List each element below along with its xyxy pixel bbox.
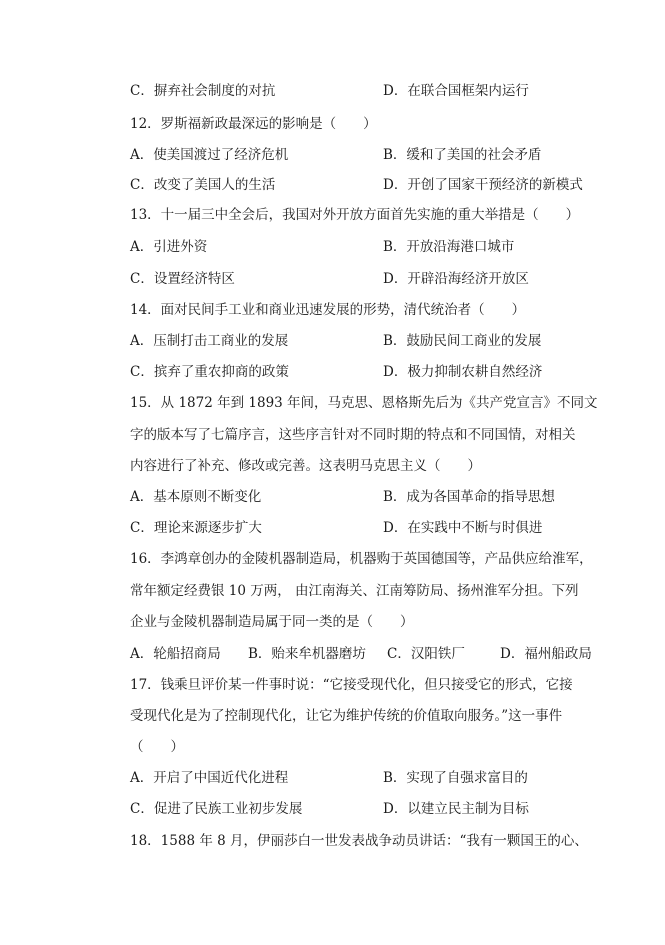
q17-option-c: C．促进了民族工业初步发展 bbox=[130, 801, 303, 817]
question-15-stem-line-1: 15．从 1872 年到 1893 年间，马克思、恩格斯先后为《共产党宣言》不同文 bbox=[130, 395, 598, 411]
q11-option-d: D．在联合国框架内运行 bbox=[383, 83, 529, 99]
q11-option-c: C．摒弃社会制度的对抗 bbox=[130, 83, 276, 99]
question-14-stem: 14．面对民间手工业和商业迅速发展的形势，清代统治者（ ） bbox=[130, 302, 526, 318]
q15-option-b: B．成为各国革命的指导思想 bbox=[383, 489, 555, 505]
q14-option-c: C．摈弃了重农抑商的政策 bbox=[130, 364, 289, 380]
q14-option-b: B．鼓励民间工商业的发展 bbox=[383, 333, 542, 349]
q13-option-d: D．开辟沿海经济开放区 bbox=[383, 271, 529, 287]
q16-option-c: C．汉阳铁厂 bbox=[387, 646, 465, 662]
q13-option-c: C．设置经济特区 bbox=[130, 271, 235, 287]
q16-option-d: D．福州船政局 bbox=[500, 646, 592, 662]
q12-option-c: C．改变了美国人的生活 bbox=[130, 177, 276, 193]
q15-option-d: D．在实践中不断与时俱进 bbox=[383, 520, 543, 536]
q13-option-a: A．引进外资 bbox=[130, 239, 208, 255]
question-16-stem-line-2: 常年额定经费银 10 万两， 由江南海关、江南筹防局、扬州淮军分担。下列 bbox=[130, 583, 579, 599]
question-15-stem-line-2: 字的版本写了七篇序言，这些序言针对不同时期的特点和不同国情，对相关 bbox=[130, 427, 576, 443]
question-12-stem: 12．罗斯福新政最深远的影响是（ ） bbox=[130, 116, 377, 132]
q14-option-d: D．极力抑制农耕自然经济 bbox=[383, 364, 543, 380]
q12-option-d: D．开创了国家干预经济的新模式 bbox=[383, 177, 583, 193]
question-17-stem-line-1: 17．钱乘旦评价某一件事时说：“它接受现代化，但只接受它的形式，它接 bbox=[130, 677, 573, 693]
q15-option-c: C．理论来源逐步扩大 bbox=[130, 520, 262, 536]
question-16-stem-line-1: 16．李鸿章创办的金陵机器制造局，机器购于英国德国等，产品供应给淮军， bbox=[130, 551, 593, 567]
question-17-stem-line-2: 受现代化是为了控制现代化，让它为维护传统的价值取向服务。”这一事件 bbox=[130, 708, 563, 724]
q15-option-a: A．基本原则不断变化 bbox=[130, 489, 262, 505]
question-15-stem-line-3: 内容进行了补充、修改或完善。这表明马克思主义（ ） bbox=[130, 458, 481, 474]
q16-option-a: A．轮船招商局 bbox=[130, 646, 221, 662]
q17-option-b: B．实现了自强求富目的 bbox=[383, 770, 528, 786]
q14-option-a: A．压制打击工商业的发展 bbox=[130, 333, 289, 349]
question-16-stem-line-3: 企业与金陵机器制造局属于同一类的是（ ） bbox=[130, 614, 414, 630]
question-18-stem-line-1: 18．1588 年 8 月，伊丽莎白一世发表战争动员讲话：“我有一颗国王的心、 bbox=[130, 833, 588, 849]
q16-option-b: B．贻来牟机器磨坊 bbox=[248, 646, 366, 662]
q12-option-a: A．使美国渡过了经济危机 bbox=[130, 147, 289, 163]
q17-option-d: D．以建立民主制为目标 bbox=[383, 801, 529, 817]
q12-option-b: B．缓和了美国的社会矛盾 bbox=[383, 147, 542, 163]
question-17-stem-line-3: （ ） bbox=[130, 739, 184, 755]
q17-option-a: A．开启了中国近代化进程 bbox=[130, 770, 289, 786]
q13-option-b: B．开放沿海港口城市 bbox=[383, 239, 515, 255]
question-13-stem: 13．十一届三中全会后，我国对外开放方面首先实施的重大举措是（ ） bbox=[130, 207, 580, 223]
